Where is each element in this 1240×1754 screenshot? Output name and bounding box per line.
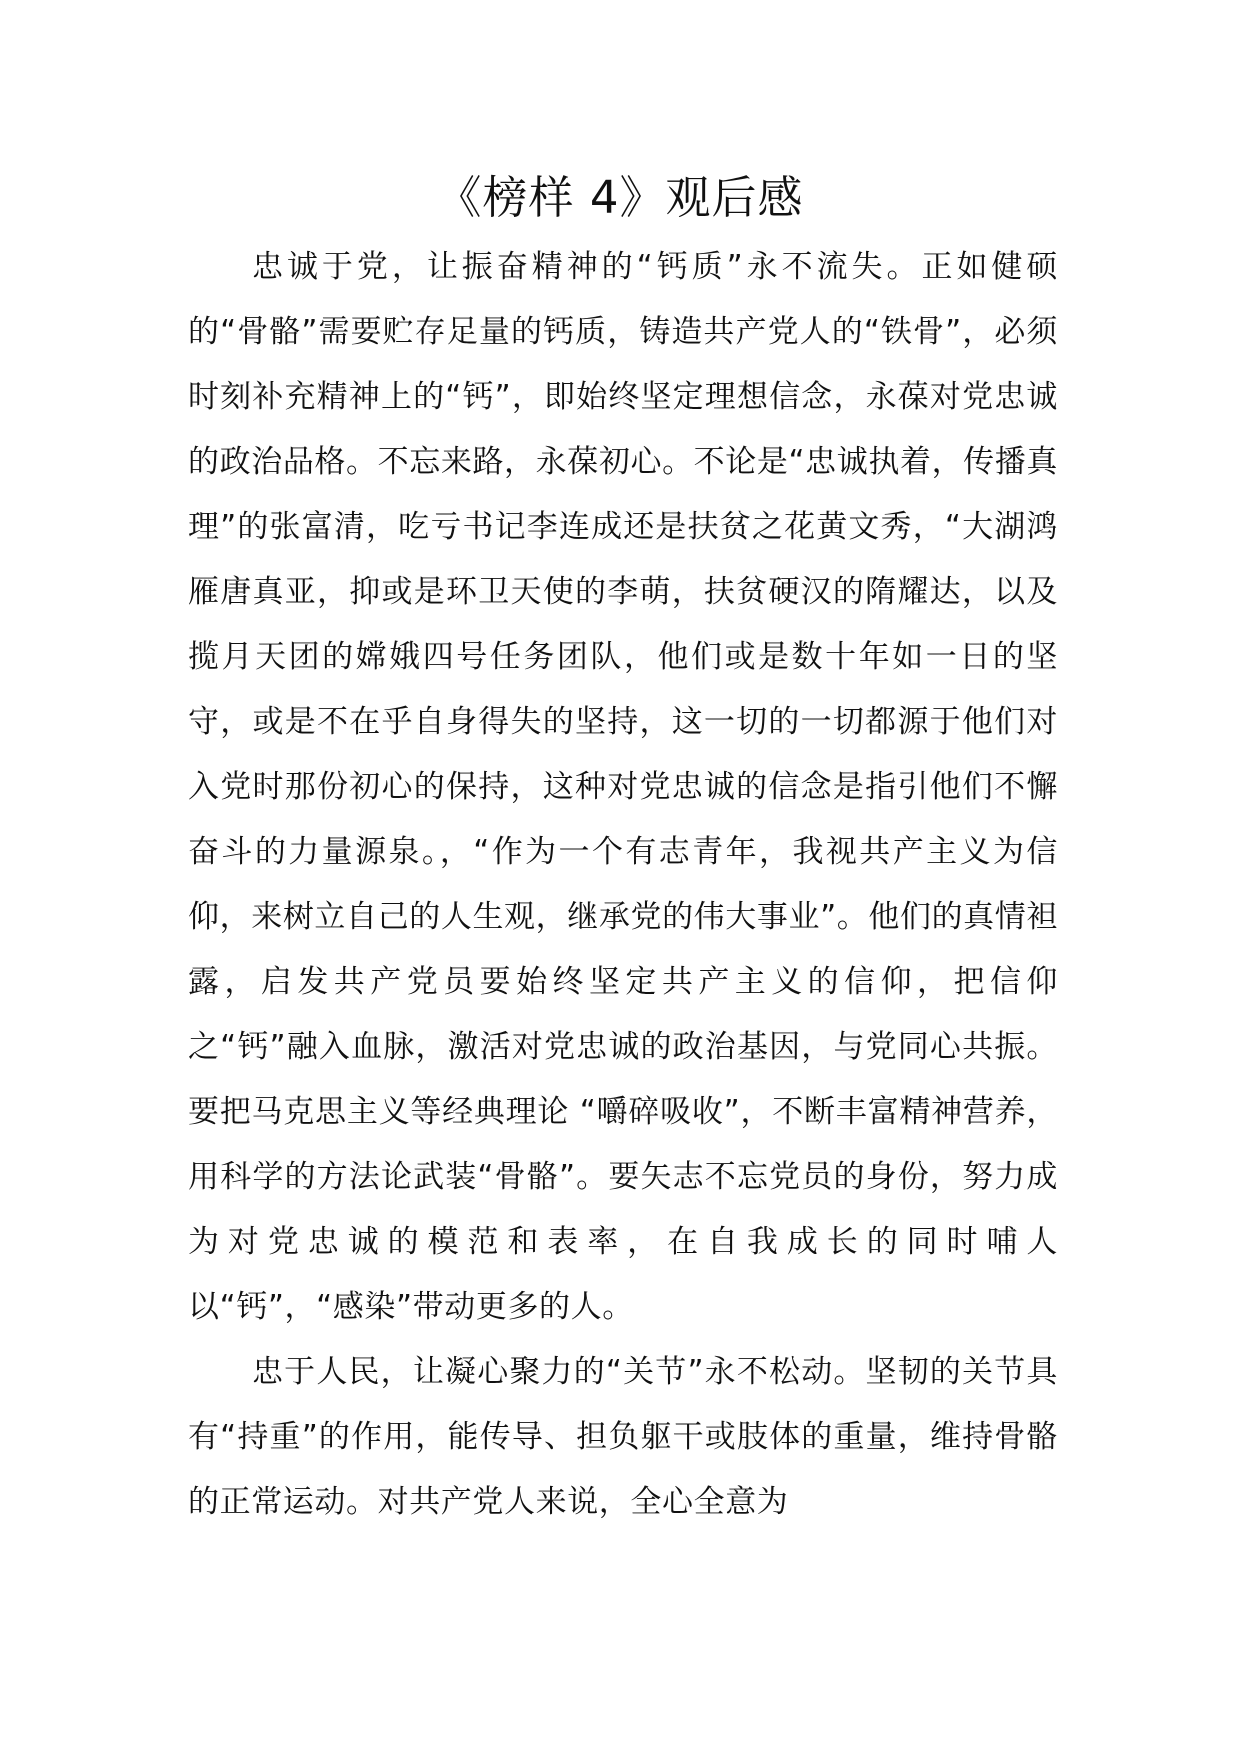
document-title: 《榜样 4》观后感 — [436, 171, 804, 224]
paragraph-loyalty-to-party: 忠诚于党，让振奋精神的“钙质”永不流失。正如健硕的“骨骼”需要贮存足量的钙质，铸造共产党人的“铁骨”，必须时刻补充精神上的“钙”，即始终坚定理想信念，永葆对党忠诚的政治品格。不忘来路，永葆初心。不论是“忠诚执着，传播真理”的张富清，吃亏书记李连成还是扶贫之花黄文秀，“大湖鸿雁唐真亚，抑或是环卫天使的李萌，扶贫硬汉的隋耀达，以及揽月天团的嫦娥四号任务团队，他们或是数十年如一日的坚守，或是不在乎自身得失的坚持，这一切的一切都源于他们对入党时那份初心的保持，这种对党忠诚的信念是指引他们不懈奋斗的力量源泉。，“作为一个有志青年，我视共产主义为信仰，来树立自己的人生观，继承党的伟大事业”。他们的真情袒露，启发共产党员要始终坚定共产主义的信仰，把信仰之“钙”融入血脉，激活对党忠诚的政治基因，与党同心共振。要把马克思主义等经典理论 “嚼碎吸收”，不断丰富精神营养，用科学的方法论武装“骨骼”。要矢志不忘党员的身份，努力成为对党忠诚的模范和表率，在自我成长的同时哺人以“钙”，“感染”带动更多的人。 — [188, 249, 1058, 1325]
paragraph-loyalty-to-people: 忠于人民，让凝心聚力的“关节”永不松动。坚韧的关节具有“持重”的作用，能传导、担负躯干或肢体的重量，维持骨骼的正常运动。对共产党人来说，全心全意为 — [188, 1354, 1058, 1520]
document-body — [188, 235, 1058, 1535]
